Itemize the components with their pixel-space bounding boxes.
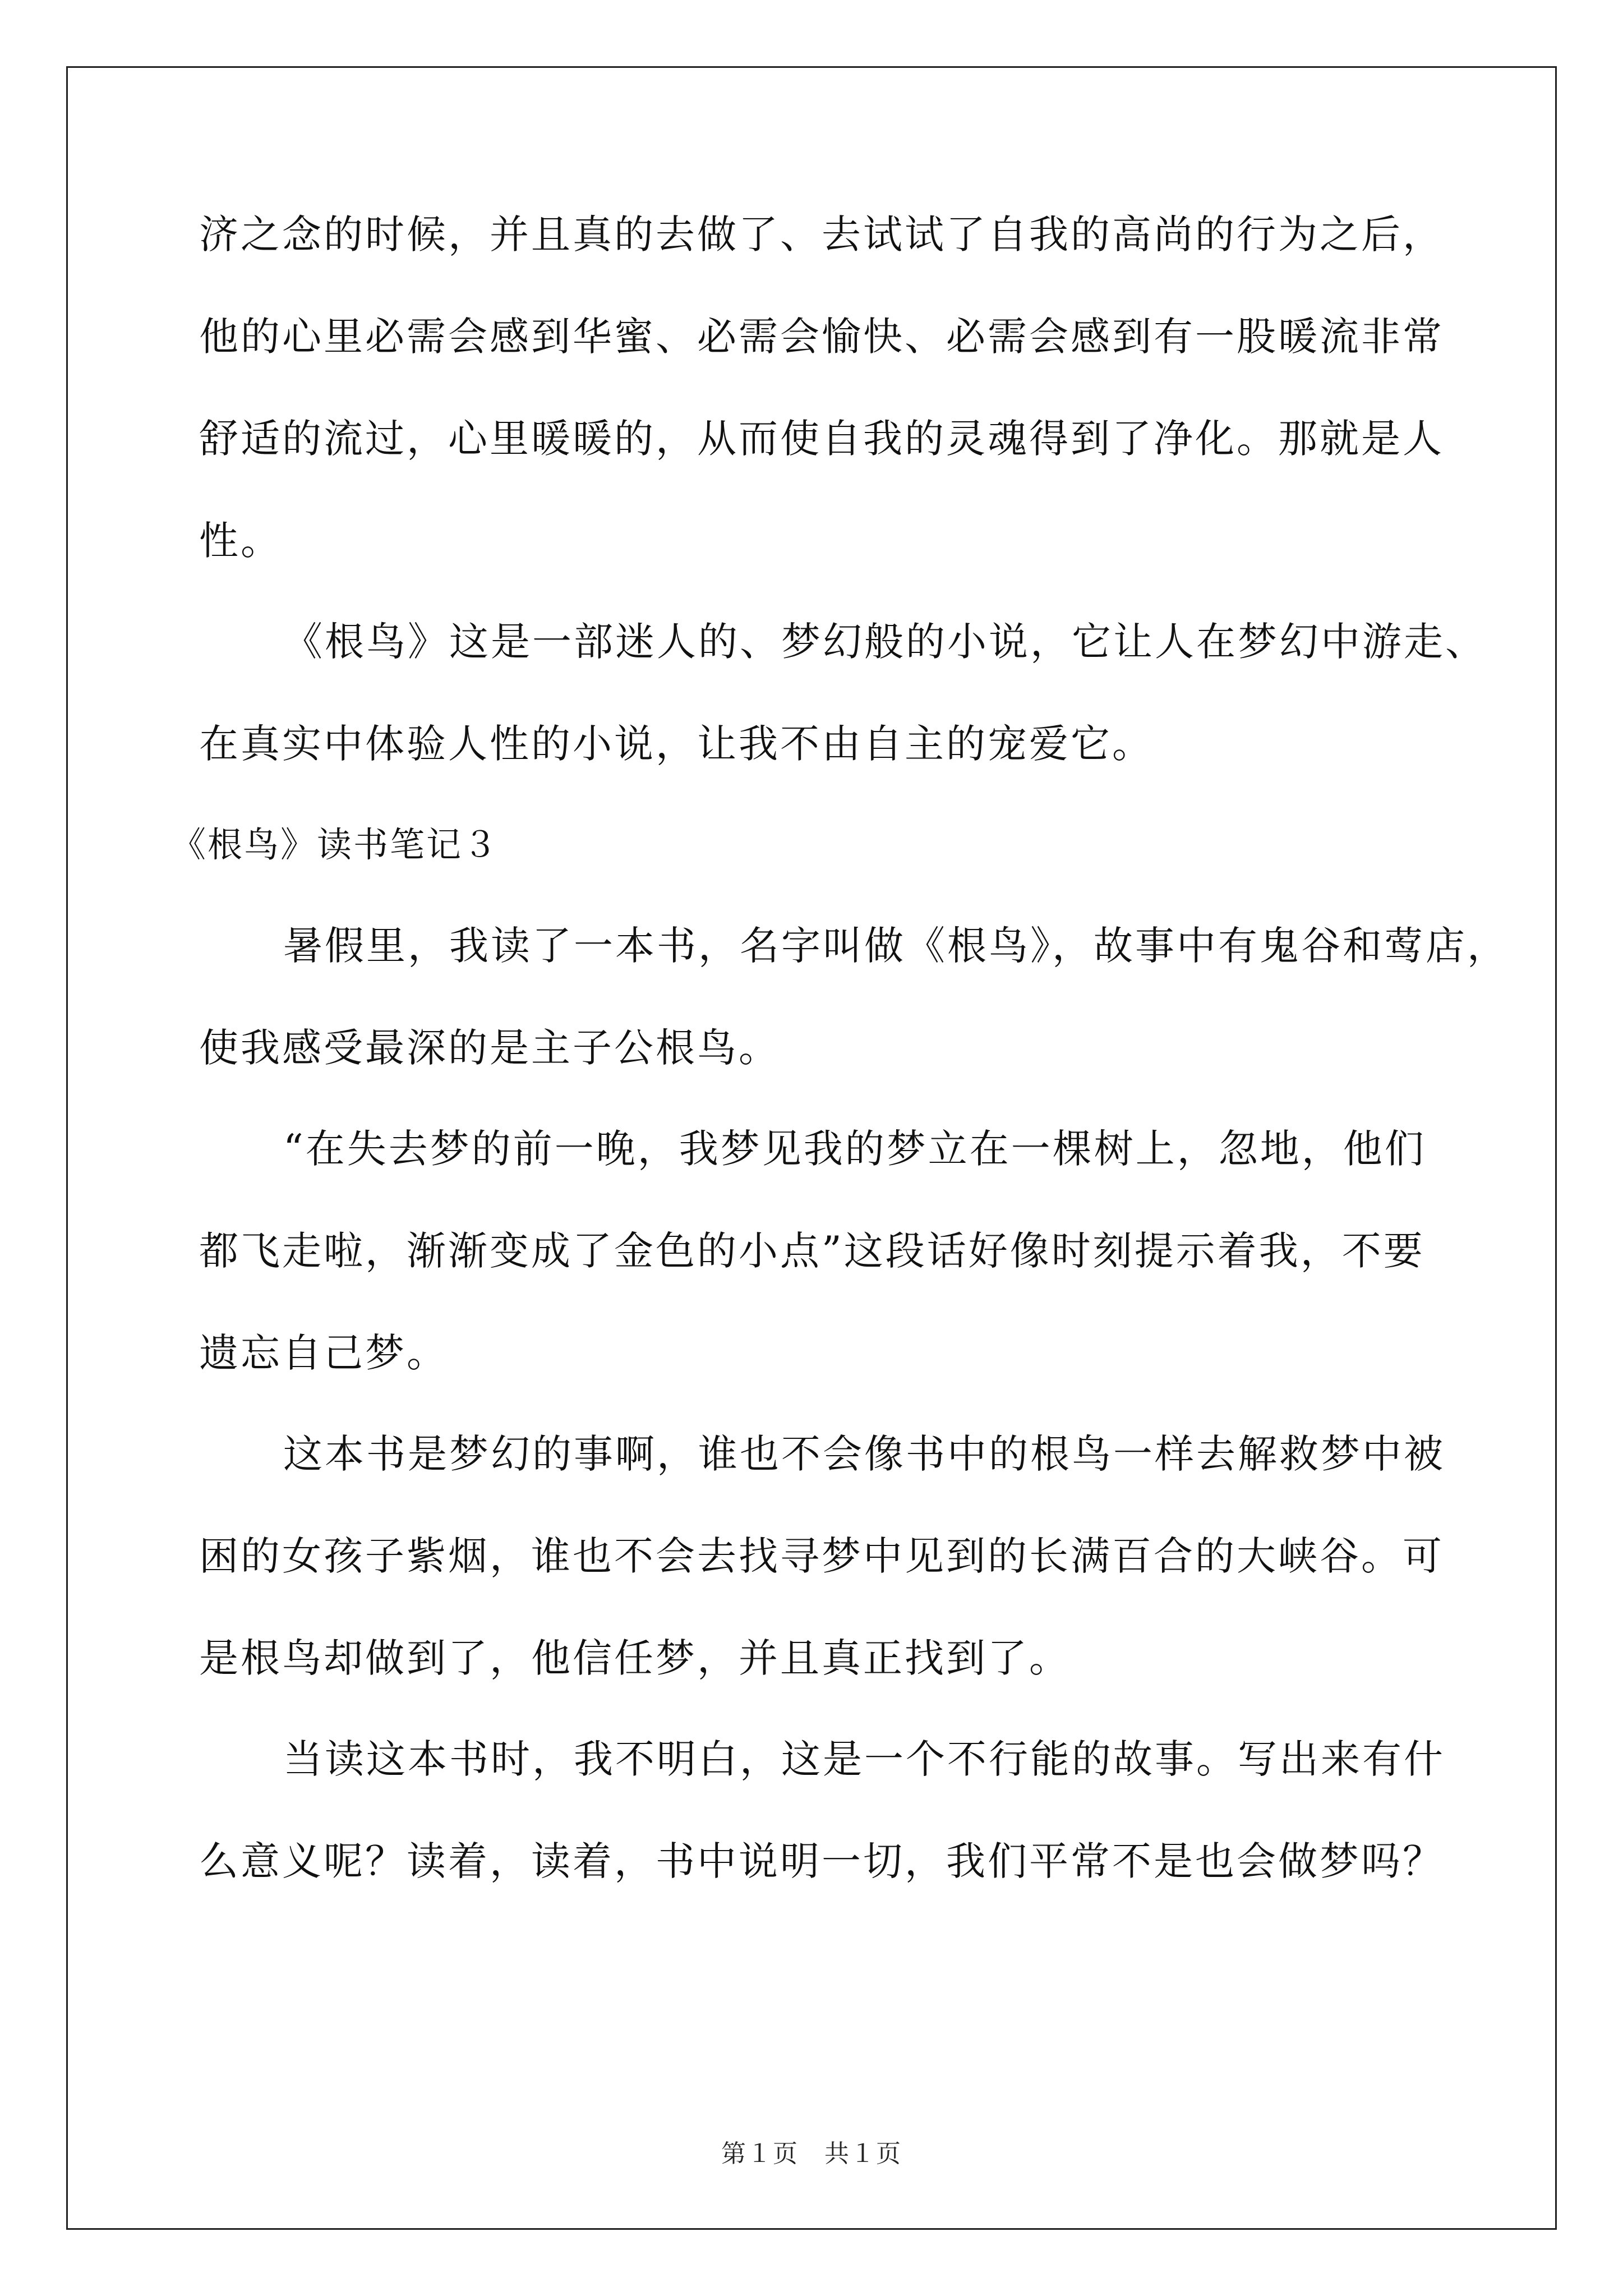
text-line: “在失去梦的前一晚，我梦见我的梦立在一棵树上，忽地，他们	[283, 1126, 1426, 1172]
text-line: 在真实中体验人性的小说，让我不由自主的宠爱它。	[199, 721, 1154, 767]
text-line: 当读这本书时，我不明白，这是一个不行能的故事。写出来有什	[283, 1736, 1445, 1782]
text-line: 使我感受最深的是主子公根鸟。	[199, 1025, 780, 1071]
text-line: 《根鸟》这是一部迷人的、梦幻般的小说，它让人在梦幻中游走、	[283, 619, 1487, 665]
document-body	[171, 206, 1509, 1889]
text-line: 么意义呢？读着，读着，书中说明一切，我们平常不是也会做梦吗？	[199, 1838, 1444, 1884]
text-line: 暑假里，我读了一本书，名字叫做《根鸟》，故事中有鬼谷和莺店，	[283, 923, 1509, 969]
text-line: 困的女孩子紫烟，谁也不会去找寻梦中见到的长满百合的大峡谷。可	[199, 1533, 1444, 1579]
text-line: 济之念的时候，并且真的去做了、去试试了自我的高尚的行为之后，	[199, 211, 1444, 257]
text-line: 这本书是梦幻的事啊，谁也不会像书中的根鸟一样去解救梦中被	[283, 1431, 1445, 1477]
page-number: 第１页 共１页	[721, 2139, 902, 2168]
text-line: 遗忘自己梦。	[199, 1330, 448, 1376]
text-line: 舒适的流过，心里暖暖的，从而使自我的灵魂得到了净化。那就是人	[199, 416, 1444, 462]
text-line: 是根鸟却做到了，他信任梦，并且真正找到了。	[199, 1635, 1071, 1681]
text-line: 他的心里必需会感到华蜜、必需会愉快、必需会感到有一股暖流非常	[199, 314, 1444, 360]
text-line: 都飞走啦，渐渐变成了金色的小点”这段话好像时刻提示着我，不要	[199, 1228, 1425, 1274]
section-heading: 《根鸟》读书笔记３	[171, 824, 500, 865]
text-line: 性。	[199, 518, 282, 564]
